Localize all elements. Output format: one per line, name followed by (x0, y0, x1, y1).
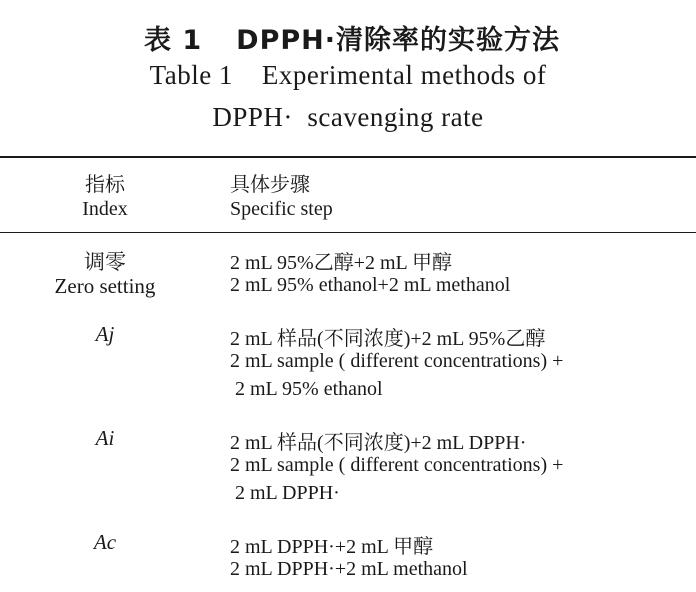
row-aj-step-line1: 2 mL 样品(不同浓度)+2 mL 95%乙醇 (230, 328, 546, 350)
table-title-en-line1: Table 1 Experimental methods of (149, 60, 547, 90)
row-ac-step-line2: 2 mL DPPH·+2 mL methanol (230, 558, 468, 580)
row-aj-index: Aj (95, 322, 115, 346)
header-step-en: Specific step (230, 198, 333, 220)
row-aj-step-line3: 2 mL 95% ethanol (230, 378, 383, 400)
row-zero-step-line2: 2 mL 95% ethanol+2 mL methanol (230, 274, 511, 296)
row-ai-index: Ai (95, 426, 115, 450)
row-aj-step-line2: 2 mL sample ( different concentrations) + (230, 350, 564, 372)
table-number: 表 1 (143, 25, 203, 56)
header-step-cn: 具体步骤 (230, 172, 310, 196)
row-ai-step-line3: 2 mL DPPH· (230, 482, 340, 504)
header-index-cn: 指标 (85, 172, 125, 196)
row-zero-index-en: Zero setting (54, 274, 156, 298)
table-title-en-line2: DPPH· scavenging rate (212, 102, 484, 132)
header-index-en: Index (82, 198, 128, 220)
top-rule (0, 156, 696, 158)
row-ac-index: Ac (93, 530, 117, 554)
table-title-cn-text: DPPH·清除率的实验方法 (236, 25, 561, 56)
row-zero-step-line1: 2 mL 95%乙醇+2 mL 甲醇 (230, 252, 453, 274)
header-rule (0, 232, 696, 233)
row-ac-step-line1: 2 mL DPPH·+2 mL 甲醇 (230, 536, 434, 558)
row-ai-step-line1: 2 mL 样品(不同浓度)+2 mL DPPH· (230, 432, 527, 454)
table-title-cn (0, 18, 696, 57)
row-zero-index-cn: 调零 (84, 250, 126, 274)
row-ai-step-line2: 2 mL sample ( different concentrations) + (230, 454, 564, 476)
